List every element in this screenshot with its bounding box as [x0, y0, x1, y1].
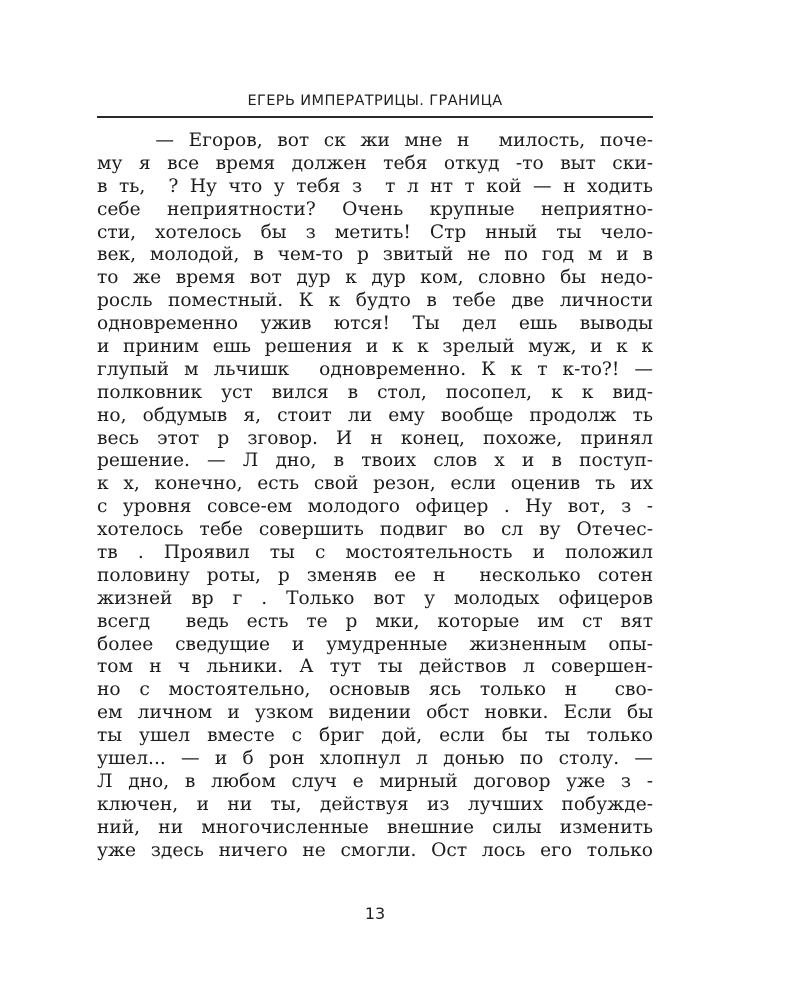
text-line: тв . Проявил ты с мостоятельность и положил [97, 542, 653, 564]
header-rule [97, 116, 653, 118]
text-line: ний, ни многочисленные внешние силы изменить [97, 816, 653, 838]
text-line: хотелось тебе совершить подвиг во сл ву Отечес- [97, 519, 653, 541]
text-line: полковник уст вился в стол, посопел, к к вид- [97, 381, 653, 403]
text-line: жизней вр г . Только вот у молодых офицеров [97, 587, 653, 609]
text-line: но с мостоятельно, основыв ясь только н сво- [97, 679, 653, 701]
text-line: ключен, и ни ты, действуя из лучших побужде- [97, 793, 653, 815]
text-line: в ть, ? Ну что у тебя з т л нт т кой — н ходить [97, 175, 653, 197]
text-line: но, обдумыв я, стоит ли ему вообще продолж ть [97, 404, 653, 426]
running-head-title: ЕГЕРЬ ИМПЕРАТРИЦЫ. ГРАНИЦА [247, 93, 503, 109]
text-line: сти, хотелось бы з метить! Стр нный ты чело- [97, 221, 653, 243]
text-line: — Егоров, вот ск жи мне н милость, поче- [97, 130, 653, 151]
text-line: одновременно ужив ются! Ты дел ешь выводы [97, 313, 653, 335]
text-line: более сведущие и умудренные жизненным опы- [97, 633, 653, 655]
text-line: себе неприятности? Очень крупные неприятно- [97, 198, 653, 220]
body-text [97, 130, 653, 863]
text-line: к х, конечно, есть свой резон, если оценив ть их [97, 473, 653, 495]
text-line: ем личном и узком видении обст новки. Если бы [97, 702, 653, 724]
text-line: Л дно, в любом случ е мирный договор уже з - [97, 770, 653, 792]
text-line: росль поместный. К к будто в тебе две личности [97, 290, 653, 312]
text-line: му я все время должен тебя откуд -то выт ски- [97, 152, 653, 174]
text-line: то же время вот дур к дур ком, словно бы недо- [97, 267, 653, 289]
text-line: решение. — Л дно, в твоих слов х и в поступ- [97, 450, 653, 472]
text-line: всегд ведь есть те р мки, которые им ст вят [97, 610, 653, 632]
text-line: ушел... — и б рон хлопнул л донью по столу. — [97, 748, 653, 770]
text-line: половину роты, р зменяв ее н несколько сотен [97, 564, 653, 586]
text-line: уже здесь ничего не смогли. Ост лось его только [97, 839, 653, 861]
page-number: 13 [364, 904, 386, 923]
text-line: и приним ешь решения и к к зрелый муж, и к к [97, 336, 653, 358]
text-line: век, молодой, в чем-то р звитый не по год м и в [97, 244, 653, 266]
text-line: весь этот р зговор. И н конец, похоже, принял [97, 427, 653, 449]
text-line: том н ч льники. А тут ты действов л совершен- [97, 656, 653, 678]
text-line: ты ушел вместе с бриг дой, если бы ты только [97, 725, 653, 747]
text-line: с уровня совсе-ем молодого офицер . Ну вот, з - [97, 496, 653, 518]
text-line: глупый м льчишк одновременно. К к т к-то?! — [97, 358, 653, 380]
